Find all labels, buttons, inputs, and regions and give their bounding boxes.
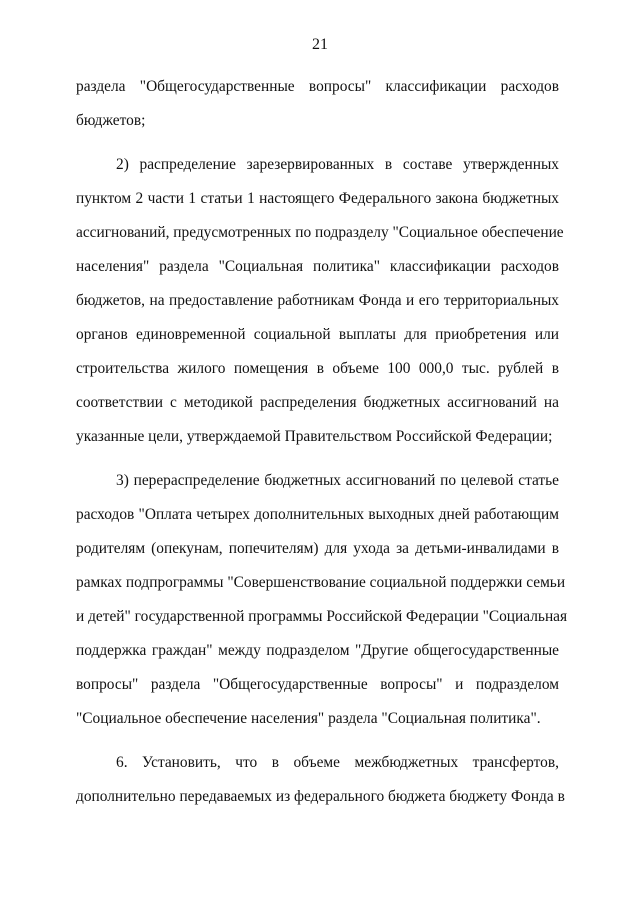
text-line: ассигнований, предусмотренных по подразделу "Социальное обеспечение — [76, 224, 564, 241]
text-line: пунктом 2 части 1 статьи 1 настоящего Федерального закона бюджетных — [76, 190, 559, 207]
page-number: 21 — [312, 36, 328, 53]
text-line: "Социальное обеспечение населения" раздела "Социальная политика". — [76, 710, 541, 727]
text-line: и детей" государственной программы Российской Федерации "Социальная — [76, 608, 568, 625]
paragraph-item-3 — [76, 464, 568, 736]
paragraph-section-6 — [76, 746, 565, 814]
text-line: раздела "Общегосударственные вопросы" классификации расходов — [76, 78, 559, 95]
text-line: бюджетов; — [76, 112, 146, 129]
text-line: рамках подпрограммы "Совершенствование социальной поддержки семьи — [76, 574, 566, 591]
document-body — [76, 70, 568, 814]
paragraph-continuation — [76, 70, 559, 138]
text-line: строительства жилого помещения в объеме 100 000,0 тыс. рублей в — [76, 360, 559, 377]
text-line: 6. Установить, что в объеме межбюджетных трансфертов, — [116, 754, 559, 771]
text-line: соответствии с методикой распределения бюджетных ассигнований на — [76, 394, 559, 411]
text-line: указанные цели, утверждаемой Правительством Российской Федерации; — [76, 428, 553, 445]
text-line: 2) распределение зарезервированных в составе утвержденных — [116, 156, 559, 173]
text-line: расходов "Оплата четырех дополнительных выходных дней работающим — [76, 506, 559, 523]
text-line: населения" раздела "Социальная политика" классификации расходов — [76, 258, 559, 275]
text-line: 3) перераспределение бюджетных ассигнований по целевой статье — [116, 472, 559, 489]
text-line: органов единовременной социальной выплаты для приобретения или — [76, 326, 559, 343]
paragraph-item-2 — [76, 148, 564, 454]
text-line: бюджетов, на предоставление работникам Фонда и его территориальных — [76, 292, 559, 309]
text-line: родителям (опекунам, попечителям) для ухода за детьми-инвалидами в — [76, 540, 559, 557]
text-line: дополнительно передаваемых из федерального бюджета бюджету Фонда в — [76, 788, 565, 805]
text-line: поддержка граждан" между подразделом "Другие общегосударственные — [76, 642, 559, 659]
text-line: вопросы" раздела "Общегосударственные вопросы" и подразделом — [76, 676, 559, 693]
